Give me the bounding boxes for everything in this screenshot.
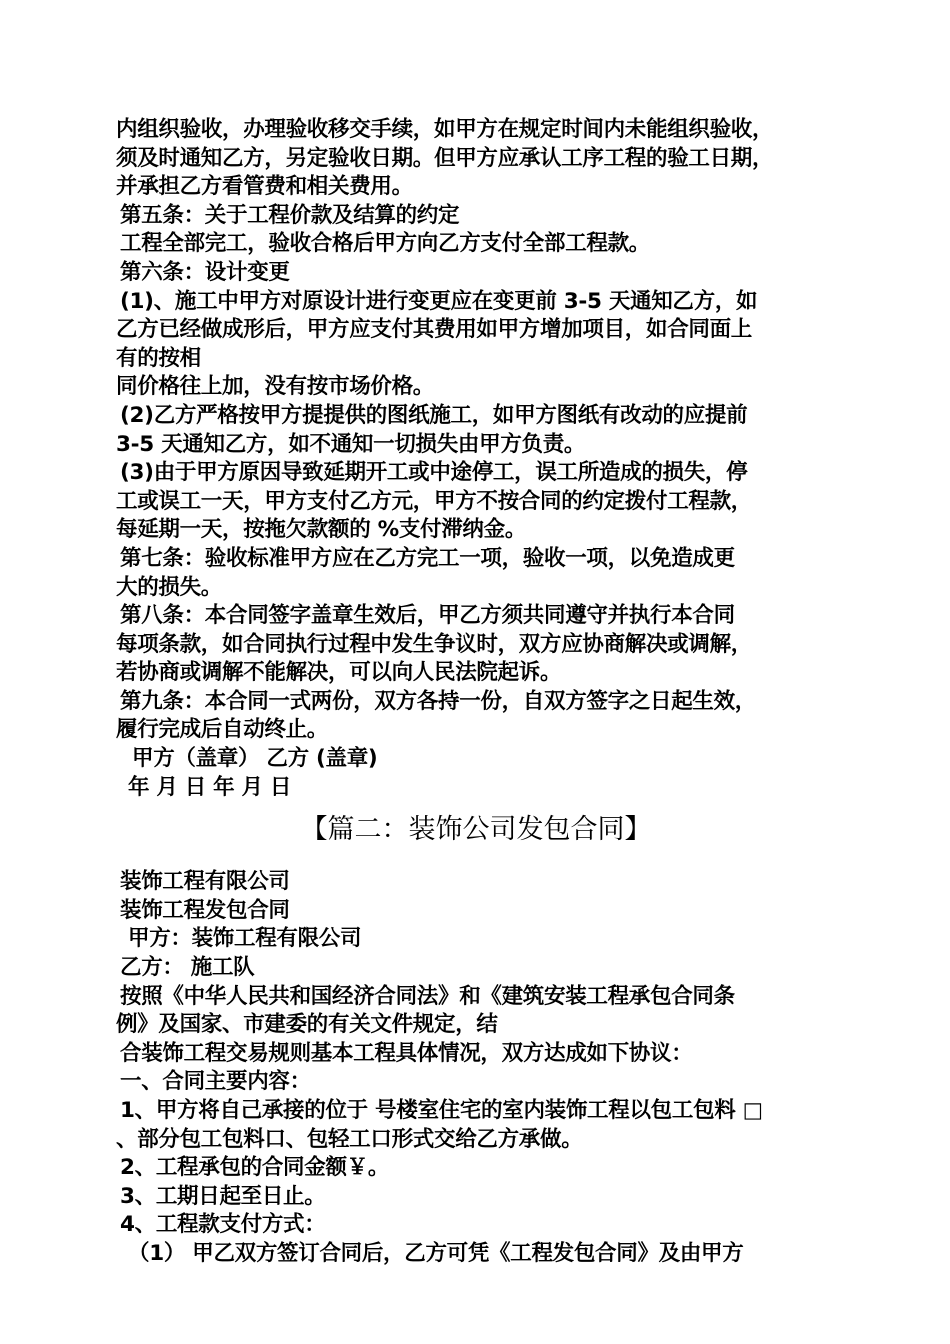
paragraph-line: 内组织验收，办理验收移交手续，如甲方在规定时间内未能组织验收， (116, 117, 774, 142)
document-body (116, 116, 836, 1269)
contract-title: 装饰工程发包合同 (120, 897, 290, 923)
paragraph-line: 工或误工一天，甲方支付乙方元，甲方不按合同的约定拨付工程款， (116, 488, 753, 514)
clause-heading: 一、合同主要内容： (120, 1069, 311, 1095)
paragraph-line: (2)乙方严格按甲方提提供的图纸施工，如甲方图纸有改动的应提前 (120, 402, 748, 428)
paragraph-line: 同价格往上加，没有按市场价格。 (116, 374, 435, 400)
paragraph-line: 工程全部完工，验收合格后甲方向乙方支付全部工程款。 (120, 231, 651, 257)
list-item-continued: 、部分包工包料口、包轻工口形式交给乙方承做。 (116, 1126, 583, 1152)
paragraph-line: (1)、施工中甲方对原设计进行变更应在变更前 3-5 天通知乙方，如 (120, 288, 758, 314)
signature-line: 甲方（盖章） 乙方 (盖章) (132, 746, 378, 772)
paragraph-line: 有的按相 (116, 345, 201, 371)
date-line: 年 月 日 年 月 日 (128, 774, 292, 800)
paragraph-line: 按照《中华人民共和国经济合同法》和《建筑安装工程承包合同条 (120, 983, 735, 1009)
paragraph-line: 3-5 天通知乙方，如不通知一切损失由甲方负责。 (116, 431, 586, 457)
sub-item: （1） 甲乙双方签订合同后，乙方可凭《工程发包合同》及由甲方 (128, 1240, 744, 1266)
clause-heading: 第八条：本合同签字盖章生效后，甲乙方须共同遵守并执行本合同 (120, 603, 735, 629)
company-name: 装饰工程有限公司 (120, 869, 290, 895)
section-title: 【篇二：装饰公司发包合同】 (300, 814, 652, 846)
paragraph-line: 乙方已经做成形后，甲方应支付其费用如甲方增加项目，如合同面上 (116, 317, 753, 343)
paragraph-line: 履行完成后自动终止。 (116, 717, 329, 743)
party-a-line: 甲方：装饰工程有限公司 (128, 926, 362, 952)
clause-heading: 第九条：本合同一式两份，双方各持一份，自双方签字之日起生效， (120, 688, 757, 714)
list-item: 1、甲方将自己承接的位于 号楼室住宅的室内装饰工程以包工包料 □ (120, 1098, 763, 1123)
paragraph-line: 须及时通知乙方，另定验收日期。但甲方应承认工序工程的验工日期， (116, 145, 774, 171)
paragraph-line: 若协商或调解不能解决，可以向人民法院起诉。 (116, 660, 562, 686)
clause-heading: 第五条：关于工程价款及结算的约定 (120, 202, 460, 228)
paragraph-line: (3)由于甲方原因导致延期开工或中途停工，误工所造成的损失，停 (120, 460, 748, 486)
clause-heading: 第七条：验收标准甲方应在乙方完工一项，验收一项，以免造成更 (120, 545, 735, 571)
paragraph-line: 大的损失。 (116, 574, 223, 600)
list-item: 3、工期日起至日止。 (120, 1183, 326, 1209)
clause-heading: 第六条：设计变更 (120, 259, 290, 285)
list-item: 2、工程承包的合同金额￥。 (120, 1155, 390, 1181)
paragraph-line: 例》及国家、市建委的有关文件规定，结 (116, 1012, 498, 1038)
list-item: 4、工程款支付方式： (120, 1212, 326, 1238)
paragraph-line: 每延期一天，按拖欠款额的 %支付滞纳金。 (116, 517, 527, 543)
party-b-line: 乙方： 施工队 (120, 955, 255, 981)
paragraph-line: 合装饰工程交易规则基本工程具体情况，双方达成如下协议： (120, 1040, 693, 1066)
paragraph-line: 并承担乙方看管费和相关费用。 (116, 174, 413, 200)
paragraph-line: 每项条款，如合同执行过程中发生争议时，双方应协商解决或调解， (116, 631, 753, 657)
